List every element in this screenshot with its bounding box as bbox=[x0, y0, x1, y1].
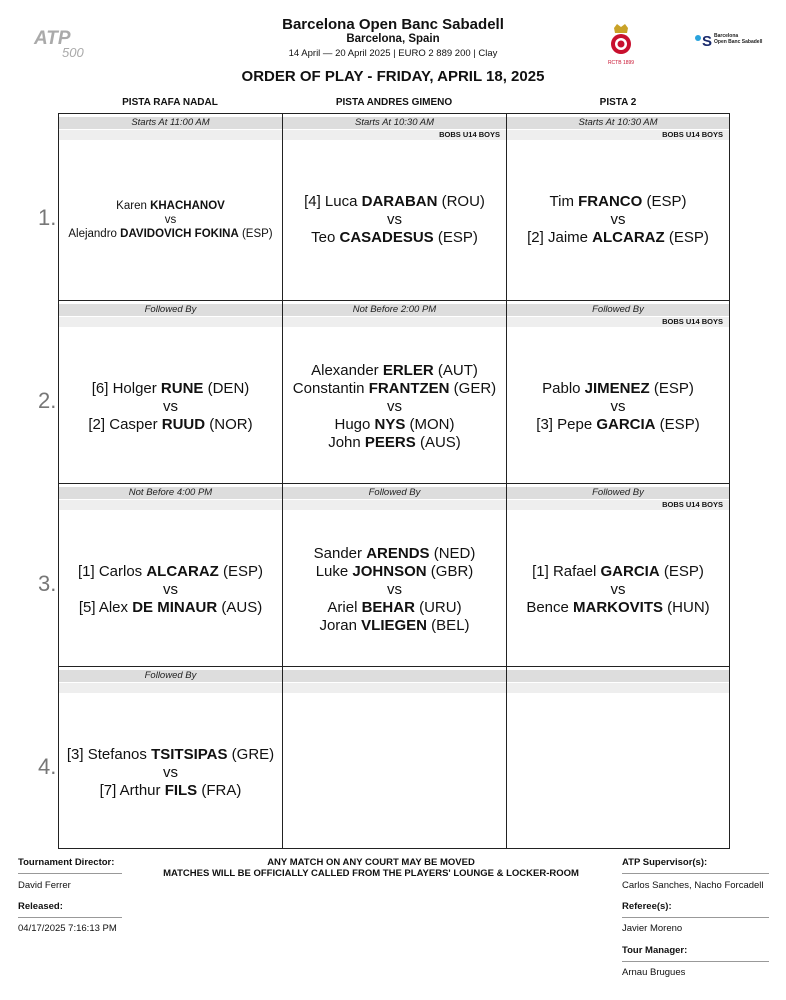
player-line bbox=[293, 380, 496, 398]
event-band bbox=[507, 683, 729, 693]
director-label: Tournament Director: bbox=[18, 857, 115, 868]
player-text: (GER) bbox=[449, 379, 497, 397]
player-text: (ESP) bbox=[664, 228, 709, 246]
vs-label bbox=[611, 211, 626, 229]
player-text: Joran bbox=[319, 616, 362, 634]
player-text: vs bbox=[387, 580, 402, 598]
match-cell bbox=[59, 512, 282, 667]
player-line bbox=[78, 563, 263, 581]
player-line bbox=[316, 563, 474, 581]
player-text: [3] Pepe bbox=[536, 415, 597, 433]
player-text: vs bbox=[610, 580, 626, 598]
player-text: [2] Casper bbox=[88, 415, 162, 433]
player-text: [1] Rafael bbox=[532, 562, 601, 580]
player-line bbox=[527, 229, 709, 247]
player-line bbox=[319, 617, 469, 635]
player-line bbox=[67, 746, 274, 764]
event-band bbox=[283, 683, 506, 693]
row-divider bbox=[59, 300, 729, 301]
svg-text:S: S bbox=[702, 33, 713, 50]
player-text: (ESP) bbox=[238, 227, 273, 240]
match-cell bbox=[507, 695, 729, 850]
player-line bbox=[92, 380, 250, 398]
row-number-2: 2. bbox=[38, 388, 57, 413]
match-cell bbox=[283, 695, 506, 850]
row-number-3: 3. bbox=[38, 571, 57, 596]
player-text: (GBR) bbox=[426, 562, 474, 580]
player-line bbox=[68, 227, 272, 241]
match-cell bbox=[283, 329, 506, 484]
player-text: (GRE) bbox=[227, 745, 275, 763]
released-label: Released: bbox=[18, 901, 63, 912]
player-surname: PEERS bbox=[364, 433, 416, 451]
player-surname: GARCIA bbox=[600, 562, 660, 580]
player-text: vs bbox=[610, 397, 626, 415]
footer-notice bbox=[150, 857, 592, 879]
event-label: BOBS U14 BOYS bbox=[662, 500, 723, 509]
player-text: Bence bbox=[526, 598, 574, 616]
player-text: (ESP) bbox=[659, 562, 704, 580]
player-surname: BEHAR bbox=[361, 598, 415, 616]
player-line bbox=[79, 599, 262, 617]
player-surname: FRANTZEN bbox=[368, 379, 450, 397]
player-text: (HUN) bbox=[663, 598, 710, 616]
player-line bbox=[542, 380, 694, 398]
player-line bbox=[311, 362, 478, 380]
player-text: (ESP) bbox=[642, 192, 687, 210]
player-text: [2] Jaime bbox=[527, 228, 593, 246]
footer-divider bbox=[18, 917, 122, 918]
supervisor-label: ATP Supervisor(s): bbox=[622, 857, 708, 868]
event-band bbox=[59, 317, 282, 327]
time-band: Starts At 10:30 AM bbox=[283, 117, 506, 129]
player-text: [1] Carlos bbox=[77, 562, 147, 580]
player-surname: RUNE bbox=[160, 379, 204, 397]
player-text: vs bbox=[163, 397, 178, 415]
player-text: vs bbox=[163, 580, 178, 598]
match-cell bbox=[59, 329, 282, 484]
player-surname: DE MINAUR bbox=[132, 598, 218, 616]
player-surname: FILS bbox=[164, 781, 198, 799]
time-band: Followed By bbox=[59, 670, 282, 682]
player-text: (ESP) bbox=[433, 228, 478, 246]
vs-label bbox=[611, 398, 626, 416]
player-surname: ERLER bbox=[382, 361, 434, 379]
player-line bbox=[314, 545, 476, 563]
event-label: BOBS U14 BOYS bbox=[439, 130, 500, 139]
player-text: Alexander bbox=[311, 361, 383, 379]
sponsor-line1: Barcelona bbox=[714, 33, 739, 39]
vs-label bbox=[163, 398, 178, 416]
player-text: Hugo bbox=[334, 415, 375, 433]
schedule-grid bbox=[58, 113, 730, 849]
player-surname: JIMENEZ bbox=[584, 379, 650, 397]
director-name: David Ferrer bbox=[18, 880, 71, 891]
player-text: (ESP) bbox=[649, 379, 694, 397]
time-band: Starts At 11:00 AM bbox=[59, 117, 282, 129]
event-band bbox=[283, 500, 506, 510]
player-text: [4] Luca bbox=[304, 192, 362, 210]
court-header-3: PISTA 2 bbox=[599, 97, 637, 108]
player-text: (MON) bbox=[405, 415, 455, 433]
vs-label bbox=[387, 581, 402, 599]
time-band: Followed By bbox=[59, 304, 282, 316]
player-surname: RUUD bbox=[161, 415, 206, 433]
match-cell bbox=[59, 695, 282, 850]
player-surname: FRANCO bbox=[578, 192, 643, 210]
club-badge-text: RCTB 1899 bbox=[607, 60, 635, 66]
footer-divider bbox=[622, 961, 769, 962]
player-surname: DAVIDOVICH FOKINA bbox=[120, 227, 239, 240]
tournament-info: 14 April — 20 April 2025 | EURO 2 889 200 | Clay bbox=[288, 48, 498, 59]
player-line bbox=[116, 199, 225, 213]
footer-divider bbox=[622, 917, 769, 918]
player-text: (DEN) bbox=[203, 379, 250, 397]
manager-label: Tour Manager: bbox=[622, 945, 688, 956]
footer-divider bbox=[622, 873, 769, 874]
player-line bbox=[526, 599, 709, 617]
tournament-title: Barcelona Open Banc Sabadell bbox=[282, 16, 504, 33]
player-text: (BEL) bbox=[427, 616, 470, 634]
player-text: Constantin bbox=[292, 379, 369, 397]
player-text: [6] Holger bbox=[91, 379, 161, 397]
time-band bbox=[507, 670, 729, 682]
player-surname: KHACHANOV bbox=[150, 199, 225, 212]
event-band bbox=[59, 500, 282, 510]
player-text: Sander bbox=[313, 544, 367, 562]
player-line bbox=[328, 434, 461, 452]
vs-label bbox=[387, 398, 402, 416]
player-text: Teo bbox=[311, 228, 340, 246]
order-of-play-title: ORDER OF PLAY - FRIDAY, APRIL 18, 2025 bbox=[241, 68, 545, 85]
player-line bbox=[100, 782, 242, 800]
player-text: (FRA) bbox=[197, 781, 242, 799]
time-band: Followed By bbox=[507, 487, 729, 499]
match-cell bbox=[283, 512, 506, 667]
player-text: [3] Stefanos bbox=[66, 745, 152, 763]
event-label: BOBS U14 BOYS bbox=[662, 317, 723, 326]
time-band: Not Before 4:00 PM bbox=[59, 487, 282, 499]
player-text: (NOR) bbox=[205, 415, 253, 433]
player-surname: ALCARAZ bbox=[146, 562, 219, 580]
match-cell bbox=[283, 142, 506, 297]
supervisor-names: Carlos Sanches, Nacho Forcadell bbox=[622, 880, 764, 891]
player-surname: TSITSIPAS bbox=[151, 745, 228, 763]
atp-logo-sub: 500 bbox=[62, 45, 84, 60]
club-badge-logo bbox=[604, 22, 638, 66]
atp-logo-text: ATP bbox=[34, 28, 71, 49]
player-text: (AUS) bbox=[415, 433, 461, 451]
player-text: (URU) bbox=[414, 598, 462, 616]
released-time: 04/17/2025 7:16:13 PM bbox=[18, 923, 117, 934]
player-text: Luke bbox=[315, 562, 353, 580]
event-band bbox=[283, 317, 506, 327]
player-text: (ROU) bbox=[437, 192, 485, 210]
player-text: [7] Arthur bbox=[99, 781, 165, 799]
match-cell bbox=[507, 512, 729, 667]
match-cell bbox=[507, 142, 729, 297]
player-text: (AUS) bbox=[217, 598, 263, 616]
sponsor-line2: Open Banc Sabadell bbox=[714, 39, 763, 45]
time-band: Followed By bbox=[283, 487, 506, 499]
player-text: vs bbox=[387, 210, 402, 228]
court-header-2: PISTA ANDRES GIMENO bbox=[335, 97, 453, 108]
vs-label bbox=[387, 211, 402, 229]
player-text: Tim bbox=[549, 192, 579, 210]
player-surname: ALCARAZ bbox=[592, 228, 665, 246]
player-surname: DARABAN bbox=[361, 192, 438, 210]
player-line bbox=[532, 563, 704, 581]
event-band bbox=[59, 683, 282, 693]
player-surname: JOHNSON bbox=[352, 562, 427, 580]
time-band: Followed By bbox=[507, 304, 729, 316]
player-text: (AUT) bbox=[433, 361, 478, 379]
event-label: BOBS U14 BOYS bbox=[662, 130, 723, 139]
player-surname: GARCIA bbox=[596, 415, 656, 433]
player-surname: MARKOVITS bbox=[573, 598, 664, 616]
player-line bbox=[88, 416, 252, 434]
court-header-1: PISTA RAFA NADAL bbox=[122, 97, 218, 108]
row-number-4: 4. bbox=[38, 754, 57, 779]
player-surname: CASADESUS bbox=[339, 228, 434, 246]
footer-divider bbox=[18, 873, 122, 874]
match-cell bbox=[507, 329, 729, 484]
time-band: Starts At 10:30 AM bbox=[507, 117, 729, 129]
player-text: vs bbox=[164, 213, 177, 226]
time-band bbox=[283, 670, 506, 682]
notice-line-1: ANY MATCH ON ANY COURT MAY BE MOVED bbox=[267, 857, 475, 868]
player-line bbox=[304, 193, 485, 211]
player-line bbox=[311, 229, 478, 247]
row-number-1: 1. bbox=[38, 205, 57, 230]
player-line bbox=[334, 416, 454, 434]
player-line bbox=[327, 599, 461, 617]
referee-name: Javier Moreno bbox=[622, 923, 683, 934]
player-text: vs bbox=[610, 210, 626, 228]
event-band bbox=[59, 130, 282, 140]
player-text: Alejandro bbox=[68, 227, 121, 240]
player-text: Karen bbox=[116, 199, 151, 212]
vs-label bbox=[163, 581, 178, 599]
player-text: vs bbox=[163, 763, 178, 781]
referee-label: Referee(s): bbox=[622, 901, 672, 912]
player-text: (ESP) bbox=[218, 562, 264, 580]
manager-name: Arnau Brugues bbox=[622, 967, 686, 978]
vs-label bbox=[165, 213, 177, 227]
player-surname: NYS bbox=[374, 415, 406, 433]
vs-label bbox=[611, 581, 626, 599]
player-text: vs bbox=[387, 397, 402, 415]
player-text: (ESP) bbox=[655, 415, 700, 433]
notice-line-2: MATCHES WILL BE OFFICIALLY CALLED FROM THE PLAYERS' LOUNGE & LOCKER-ROOM bbox=[163, 868, 579, 879]
player-surname: VLIEGEN bbox=[361, 616, 428, 634]
player-text: [5] Alex bbox=[78, 598, 133, 616]
sponsor-logo bbox=[694, 30, 764, 50]
match-cell bbox=[59, 142, 282, 297]
player-surname: ARENDS bbox=[366, 544, 430, 562]
player-line bbox=[536, 416, 699, 434]
player-line bbox=[550, 193, 687, 211]
player-text: Pablo bbox=[542, 379, 585, 397]
time-band: Not Before 2:00 PM bbox=[283, 304, 506, 316]
player-text: Ariel bbox=[327, 598, 362, 616]
player-text: (NED) bbox=[429, 544, 476, 562]
vs-label bbox=[163, 764, 178, 782]
player-text: John bbox=[328, 433, 365, 451]
tournament-city: Barcelona, Spain bbox=[346, 33, 440, 45]
